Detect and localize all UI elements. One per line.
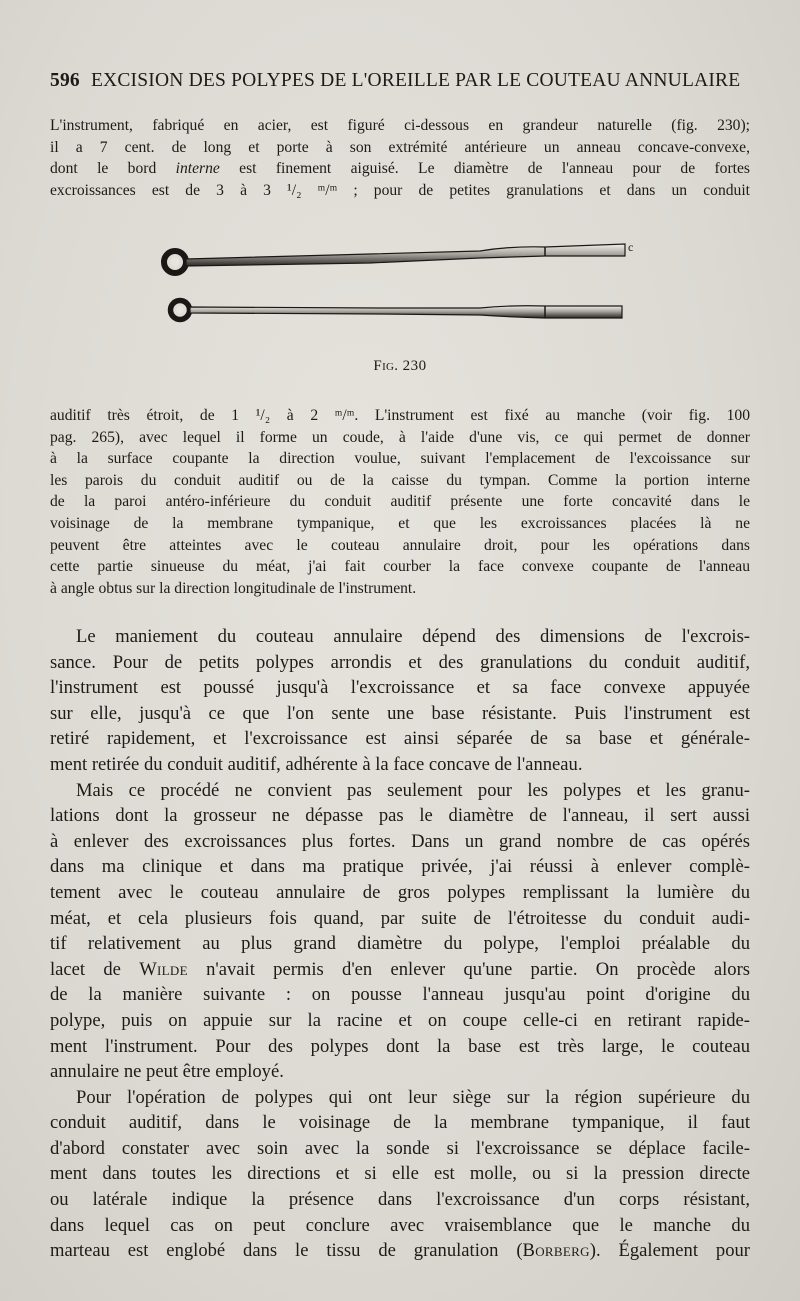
text-line: à enlever des excroissances plus fortes. Dans un grand nombre de cas opérés [50, 830, 750, 852]
text-line: lacet de Wilde n'avait permis d'en enlever qu'une partie. On procède alors [50, 958, 751, 980]
text-line: de la paroi antéro-inférieure du conduit auditif présente une forte concavité dans le [50, 493, 750, 511]
text-line: cette partie sinueuse du méat, j'ai fait courber la face convexe coupante de l'anneau [50, 558, 750, 576]
paragraph-3 [50, 1085, 750, 1264]
text-line: ment l'instrument. Pour des polypes dont la base est très large, le couteau [50, 1035, 750, 1057]
text-line: sur elle, jusqu'à ce que l'on sente une base résistante. Puis l'instrument est [50, 702, 750, 724]
caption-number: 230 [402, 358, 427, 374]
annular-knife-illustration [150, 232, 640, 337]
text-line: ment dans toutes les directions et si elle est molle, ou si la pression directe [50, 1163, 750, 1185]
text-line: à angle obtus sur la direction longitudinale de l'instrument. [50, 579, 417, 597]
text-line: lations dont la grosseur ne dépasse pas le diamètre de l'anneau, il sert aussi [50, 805, 750, 827]
text-line: les parois du conduit auditif ou de la caisse du tympan. Comme la portion interne [50, 471, 750, 489]
text-line: excroissances est de 3 à 3 ¹/₂ ᵐ/ᵐ ; pour de petites granulations et dans un conduit [50, 181, 750, 199]
text-line: peuvent être atteintes avec le couteau annulaire droit, pour les opérations dans [50, 536, 750, 554]
text-line: il a 7 cent. de long et porte à son extrémité antérieure un anneau concave-convexe, [50, 138, 750, 156]
text-line: dans ma clinique et dans ma pratique privée, j'ai réussi à enlever complè- [50, 856, 750, 878]
text-line: de la manière suivante : on pousse l'anneau jusqu'au point d'origine du [50, 984, 750, 1006]
text-line: voisinage de la membrane tympanique, et que les excroissances placées là ne [50, 514, 750, 532]
text-line: marteau est englobé dans le tissu de granulation (Borberg). Également pour [50, 1240, 750, 1262]
text-line: l'instrument est poussé jusqu'à l'excroissance et sa face convexe appuyée [50, 677, 750, 699]
text-line: d'abord constater avec soin avec la sonde si l'excroissance se déplace facile- [50, 1137, 750, 1159]
figure-caption [0, 358, 800, 375]
paragraph-1 [50, 624, 750, 778]
running-header [50, 70, 750, 92]
instrument-lower [171, 301, 623, 320]
text-line: polype, puis on appuie sur la racine et on coupe celle-ci en retirant rapide- [50, 1009, 750, 1031]
body-text [50, 624, 750, 1264]
instrument-description [50, 115, 750, 201]
text-line: à la surface coupante la direction voulue, suivant l'emplacement de l'excoissance sur [50, 450, 750, 468]
text-line: méat, et cela plusieurs fois quand, par suite de l'étroitesse du conduit audi- [50, 907, 750, 929]
author-name: Wilde [139, 958, 188, 980]
figure-letter-c: c [628, 240, 634, 254]
caption-abbrev: Fig. [373, 358, 399, 374]
text-line: Mais ce procédé ne convient pas seulement pour les polypes et les granu- [76, 779, 750, 801]
text-line: Le maniement du couteau annulaire dépend des dimensions de l'excrois- [76, 626, 750, 647]
author-name: Borberg [522, 1240, 590, 1262]
instrument-upper [164, 244, 625, 273]
text-line: pag. 265), avec lequel il forme un coude, à l'aide d'une vis, ce qui permet de donner [50, 428, 750, 446]
text-line: auditif très étroit, de 1 ¹/₂ à 2 ᵐ/ᵐ. L'instrument est fixé au manche (voir fig. 100 [50, 407, 750, 424]
text-line: annulaire ne peut être employé. [50, 1061, 284, 1083]
text-line: tement avec le couteau annulaire de gros polypes remplissant la lumière du [50, 881, 750, 903]
figure-230-annular-knife [150, 232, 640, 337]
instrument-description-continued [50, 405, 750, 599]
text-line: Pour l'opération de polypes qui ont leur siège sur la région supérieure du [76, 1086, 750, 1108]
text-line: dont le bord interne est finement aiguisé. Le diamètre de l'anneau pour de fortes [50, 160, 750, 178]
text-line: ou latérale indique la présence dans l'excroissance d'un corps résistant, [50, 1189, 750, 1211]
text-line: dans lequel cas on peut conclure avec vraisemblance que le manche du [50, 1214, 750, 1236]
text-line: ment retirée du conduit auditif, adhérente à la face concave de l'anneau. [50, 753, 583, 775]
text-line: retiré rapidement, et l'excroissance est ainsi séparée de sa base et générale- [50, 728, 750, 750]
text-line: sance. Pour de petits polypes arrondis et des granulations du conduit auditif, [50, 651, 750, 673]
paragraph-2 [50, 778, 750, 1085]
page-number: 596 [50, 70, 80, 91]
text-line: tif relativement au plus grand diamètre du polype, l'emploi préalable du [50, 933, 750, 955]
text-line: conduit auditif, dans le voisinage de la membrane tympanique, il faut [50, 1112, 750, 1134]
text-line: L'instrument, fabriqué en acier, est figuré ci-dessous en grandeur naturelle (fig. 230); [50, 117, 750, 134]
running-title: EXCISION DES POLYPES DE L'OREILLE PAR LE COUTEAU ANNULAIRE [90, 70, 741, 91]
